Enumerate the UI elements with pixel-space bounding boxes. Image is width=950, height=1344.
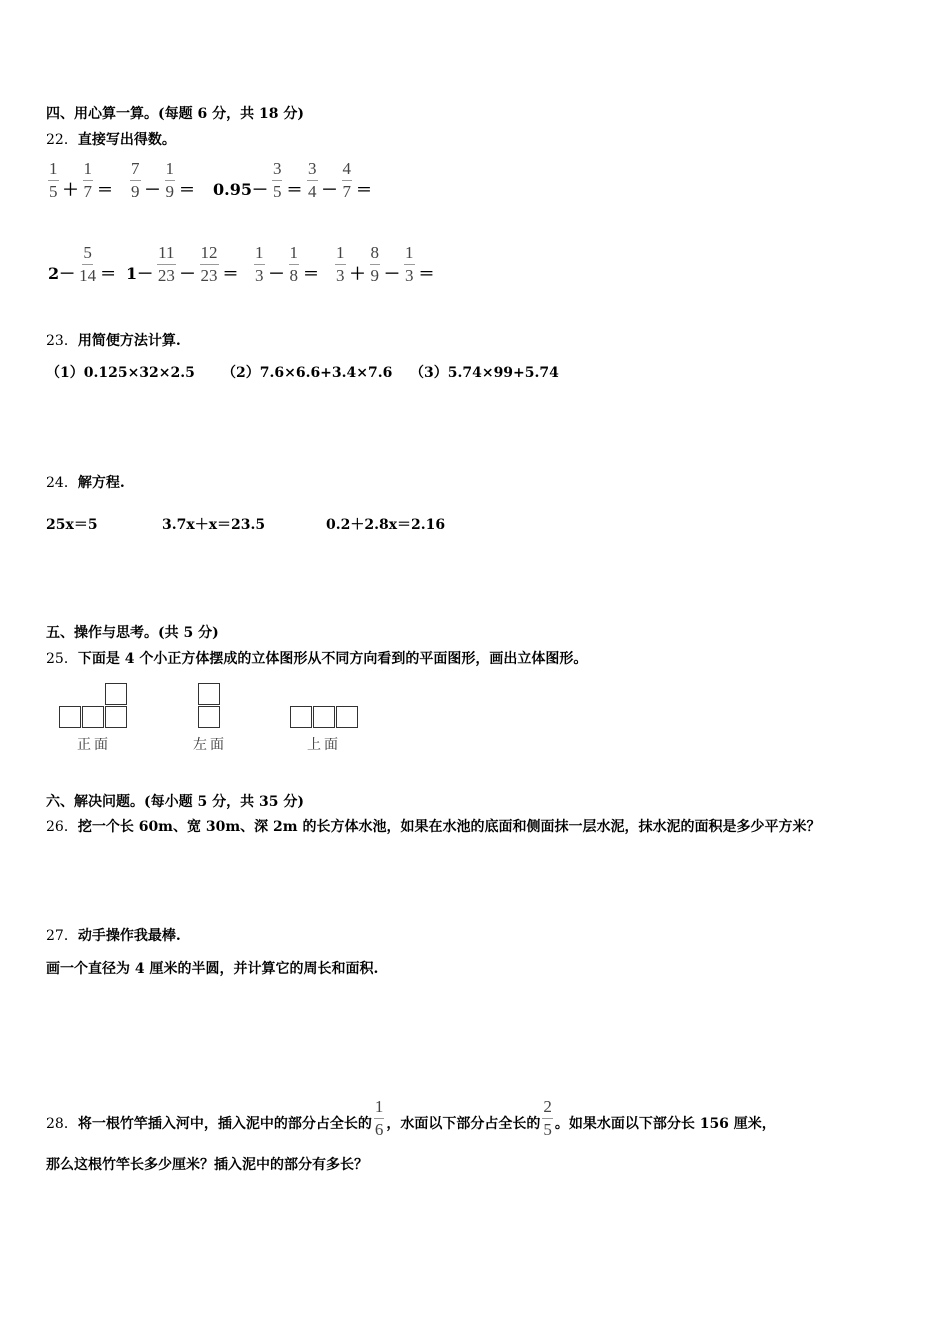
numerator: 1 xyxy=(48,160,59,181)
denominator: 3 xyxy=(405,266,414,285)
q22-expr xyxy=(124,244,241,285)
operator: ＝ xyxy=(179,180,196,199)
numerator: 1 xyxy=(404,244,415,265)
operator: ＝ xyxy=(97,180,114,199)
q28-text-2: ，水面以下部分占全长的 xyxy=(386,1116,541,1132)
q25-text: 下面是 4 个小正方体摆成的立体图形从不同方向看到的平面图形，画出立体图形。 xyxy=(77,651,588,667)
fraction xyxy=(404,244,415,285)
q28-fraction-1 xyxy=(374,1098,385,1139)
q23-item-2: （2）7.6×6.6+3.4×7.6 xyxy=(222,365,393,381)
q27-number: 27． xyxy=(46,928,78,944)
q28-text-1: 将一根竹竿插入河中，插入泥中的部分占全长的 xyxy=(77,1116,372,1132)
fraction xyxy=(165,160,176,201)
numerator: 2 xyxy=(542,1098,553,1119)
numerator: 1 xyxy=(254,244,265,265)
q25-number: 25． xyxy=(46,651,78,667)
operator: － xyxy=(268,264,285,283)
denominator: 5 xyxy=(49,182,58,201)
section-6-title: 六、解决问题。(每小题 5 分，共 35 分) xyxy=(46,794,304,810)
operator: － xyxy=(321,180,338,199)
q24-number: 24． xyxy=(46,475,78,491)
q22-expr xyxy=(46,244,118,285)
denominator: 5 xyxy=(272,182,282,201)
numerator: 1 xyxy=(335,244,346,265)
left-view-label: 左面 xyxy=(193,737,227,753)
q22-expr xyxy=(211,160,305,201)
fraction xyxy=(342,160,353,201)
operator: ＋ xyxy=(349,264,366,283)
q22-expr xyxy=(46,160,115,201)
numerator: 12 xyxy=(200,244,219,265)
denominator: 14 xyxy=(79,266,97,285)
numerator: 1 xyxy=(165,160,176,181)
q26-heading xyxy=(46,816,820,836)
q22-heading xyxy=(46,129,176,149)
numerator: 3 xyxy=(307,160,318,181)
operator: 1－ xyxy=(126,264,154,283)
denominator: 3 xyxy=(255,266,264,285)
operator: 2－ xyxy=(48,264,76,283)
q22-expr xyxy=(128,160,197,201)
q28-text-3: 。如果水面以下部分长 156 厘米， xyxy=(554,1116,776,1132)
section-4-title: 四、用心算一算。(每题 6 分，共 18 分) xyxy=(46,106,304,122)
q24-heading xyxy=(46,472,125,492)
operator: 0.95－ xyxy=(213,180,268,199)
q23-text: 用简便方法计算. xyxy=(77,333,181,349)
front-view-label: 正面 xyxy=(77,737,111,753)
fraction xyxy=(200,244,219,285)
q27-heading xyxy=(46,925,181,945)
q22-number: 22． xyxy=(46,132,78,148)
q26-number: 26． xyxy=(46,819,78,835)
top-view-label: 上面 xyxy=(307,737,341,753)
fraction xyxy=(307,160,318,201)
fraction xyxy=(335,244,346,285)
q28-line-2: 那么这根竹竿长多少厘米？插入泥中的部分有多长？ xyxy=(46,1157,368,1173)
denominator: 9 xyxy=(165,182,175,201)
fraction xyxy=(272,160,283,201)
fraction xyxy=(48,160,59,201)
numerator: 5 xyxy=(82,244,93,265)
q24-text: 解方程. xyxy=(77,475,125,491)
denominator: 23 xyxy=(200,266,218,285)
numerator: 1 xyxy=(289,244,300,265)
operator: ＝ xyxy=(286,180,303,199)
denominator: 23 xyxy=(157,266,175,285)
q23-item-3: （3）5.74×99+5.74 xyxy=(410,365,559,381)
denominator: 4 xyxy=(308,182,317,201)
q24-equation-1: 25x＝5 xyxy=(46,517,98,533)
q28-number: 28． xyxy=(46,1116,78,1132)
denominator: 5 xyxy=(543,1120,552,1139)
q23-heading xyxy=(46,330,181,350)
q24-equation-2: 3.7x＋x＝23.5 xyxy=(162,517,266,533)
q27-text: 动手操作我最棒. xyxy=(77,928,181,944)
q26-text: 挖一个长 60m、宽 30m、深 2m 的长方体水池，如果在水池的底面和侧面抹一层水泥，抹水泥的面积是多少平方米？ xyxy=(77,819,821,835)
fraction xyxy=(130,160,141,201)
numerator: 7 xyxy=(130,160,141,181)
operator: ＝ xyxy=(356,180,373,199)
operator: ＝ xyxy=(418,264,435,283)
operator: － xyxy=(144,180,161,199)
fraction xyxy=(79,244,96,285)
operator: ＝ xyxy=(303,264,320,283)
q28-fraction-2 xyxy=(542,1098,553,1139)
denominator: 6 xyxy=(374,1120,384,1139)
q23-item-1: （1）0.125×32×2.5 xyxy=(46,365,195,381)
denominator: 3 xyxy=(336,266,345,285)
operator: － xyxy=(179,264,196,283)
denominator: 8 xyxy=(289,266,299,285)
operator: ＝ xyxy=(100,264,117,283)
q25-heading xyxy=(46,648,587,668)
fraction xyxy=(83,160,94,201)
fraction xyxy=(157,244,175,285)
operator: － xyxy=(384,264,401,283)
operator: ＋ xyxy=(62,180,79,199)
fraction xyxy=(289,244,300,285)
numerator: 1 xyxy=(83,160,94,181)
q27-subtext: 画一个直径为 4 厘米的半圆，并计算它的周长和面积. xyxy=(46,961,379,977)
q22-expr xyxy=(252,244,321,285)
q22-expr xyxy=(305,160,374,201)
q28-line-1 xyxy=(46,1092,776,1139)
q24-equation-3: 0.2＋2.8x＝2.16 xyxy=(326,517,446,533)
denominator: 7 xyxy=(342,182,352,201)
numerator: 8 xyxy=(370,244,381,265)
q22-text: 直接写出得数。 xyxy=(77,132,176,148)
section-5-title: 五、操作与思考。(共 5 分) xyxy=(46,625,219,641)
operator: ＝ xyxy=(222,264,239,283)
denominator: 7 xyxy=(83,182,93,201)
numerator: 11 xyxy=(157,244,175,265)
numerator: 3 xyxy=(272,160,283,181)
q22-expr xyxy=(333,244,437,285)
fraction xyxy=(254,244,265,285)
numerator: 4 xyxy=(342,160,353,181)
denominator: 9 xyxy=(131,182,140,201)
q23-number: 23． xyxy=(46,333,78,349)
numerator: 1 xyxy=(374,1098,385,1119)
denominator: 9 xyxy=(370,266,380,285)
fraction xyxy=(370,244,381,285)
